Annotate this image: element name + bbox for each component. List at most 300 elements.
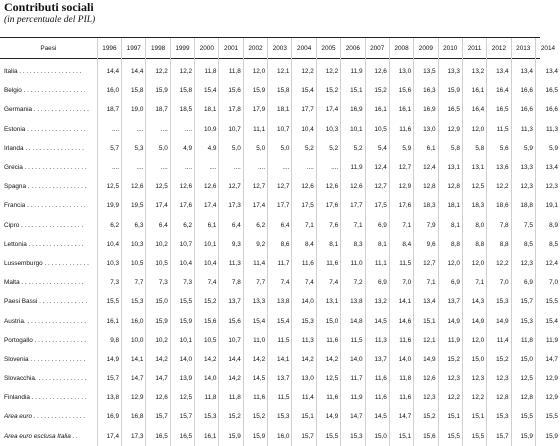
- table-cell: 12,7: [389, 158, 413, 177]
- table-cell: 12,3: [414, 388, 438, 407]
- table-cell: 8,1: [365, 235, 389, 254]
- table-cell: 12,6: [170, 177, 194, 196]
- table-cell: 14,9: [316, 407, 340, 426]
- table-cell: 13,6: [487, 158, 511, 177]
- table-cell: 15,3: [511, 311, 535, 330]
- table-cell: 12,1: [414, 331, 438, 350]
- table-cell: 16,4: [462, 100, 486, 119]
- table-cell: 14,5: [243, 369, 267, 388]
- table-cell: 7,1: [462, 273, 486, 292]
- table-cell: 15,0: [365, 427, 389, 446]
- table-cell: 10,7: [219, 120, 243, 139]
- table-cell: 15,0: [511, 350, 535, 369]
- table-cell: 17,7: [292, 100, 316, 119]
- table-cell: 14,9: [414, 350, 438, 369]
- table-cell: 12,6: [365, 58, 389, 81]
- table-row: [0, 388, 560, 407]
- table-cell: 6,9: [365, 216, 389, 235]
- table-cell: 7,7: [243, 273, 267, 292]
- table-header-row: [0, 38, 560, 58]
- table-cell: 14,6: [389, 311, 413, 330]
- table-cell: 11,7: [341, 369, 365, 388]
- table-cell: 16,4: [487, 81, 511, 100]
- row-label-country: Slovacchia. . . . . . . . . . . . . . .: [4, 375, 87, 383]
- row-label-country: Slovenia . . . . . . . . . . . . . . . .: [4, 355, 86, 363]
- table-cell: 16,1: [195, 427, 219, 446]
- table-cell: 19,0: [122, 100, 146, 119]
- table-cell: 5,0: [268, 139, 292, 158]
- table-cell: 14,1: [389, 292, 413, 311]
- table-cell: 18,1: [195, 100, 219, 119]
- table-row: [0, 254, 560, 273]
- table-cell: 8,8: [438, 235, 462, 254]
- table-cell: 4,9: [195, 139, 219, 158]
- table-cell: 12,0: [462, 120, 486, 139]
- table-cell: 4,9: [170, 139, 194, 158]
- table-cell: 8,4: [389, 235, 413, 254]
- table-cell: 15,6: [389, 81, 413, 100]
- table-cell: 14,7: [341, 407, 365, 426]
- table-cell: 11,6: [365, 369, 389, 388]
- table-cell: 11,9: [535, 331, 560, 350]
- table-cell: 15,1: [438, 407, 462, 426]
- table-row: [0, 407, 560, 426]
- table-cell: 7,5: [511, 216, 535, 235]
- table-cell: 15,4: [268, 311, 292, 330]
- table-cell: ....: [292, 158, 316, 177]
- table-cell: ....: [122, 158, 146, 177]
- table-body: [0, 58, 560, 446]
- table-cell: 13,1: [438, 158, 462, 177]
- table-cell: ....: [146, 158, 170, 177]
- table-cell: 12,2: [487, 177, 511, 196]
- table-row: [0, 273, 560, 292]
- table-cell: 11,3: [292, 331, 316, 350]
- table-cell: 5,9: [535, 139, 560, 158]
- table-cell: 15,3: [341, 427, 365, 446]
- table-cell: 7,7: [122, 273, 146, 292]
- table-cell: 12,9: [535, 369, 560, 388]
- table-cell: 8,8: [462, 235, 486, 254]
- table-cell: 11,6: [389, 120, 413, 139]
- row-label-country: Malta . . . . . . . . . . . . . . . . . .: [4, 279, 84, 287]
- column-header-year: 2001: [219, 38, 243, 58]
- table-cell: 16,1: [389, 100, 413, 119]
- table-cell: 12,2: [438, 388, 462, 407]
- table-cell: 17,6: [316, 196, 340, 215]
- table-cell: 18,3: [414, 196, 438, 215]
- row-label-country: Spagna . . . . . . . . . . . . . . . . .: [4, 183, 87, 191]
- row-label-country: Germania . . . . . . . . . . . . . . . .: [4, 106, 89, 114]
- column-header-year: 2003: [268, 38, 292, 58]
- table-cell: 15,4: [292, 81, 316, 100]
- table-cell: 7,2: [341, 273, 365, 292]
- table-cell: 13,3: [243, 292, 267, 311]
- table-cell: 12,0: [243, 58, 267, 81]
- table-cell: 8,4: [292, 235, 316, 254]
- table-cell: 8,1: [438, 216, 462, 235]
- table-cell: 12,6: [341, 177, 365, 196]
- row-label-country: Cipro . . . . . . . . . . . . . . . . . .: [4, 221, 84, 229]
- column-header-year: 2011: [462, 38, 486, 58]
- table-cell: 12,8: [511, 388, 535, 407]
- table-cell: 18,1: [438, 196, 462, 215]
- table-cell: 6,2: [170, 216, 194, 235]
- table-cell: 12,8: [414, 177, 438, 196]
- table-cell: 14,2: [195, 350, 219, 369]
- table-cell: 16,8: [122, 407, 146, 426]
- table-cell: 12,6: [414, 369, 438, 388]
- table-cell: 12,5: [462, 177, 486, 196]
- table-cell: 12,3: [511, 254, 535, 273]
- table-cell: 5,4: [365, 139, 389, 158]
- table-cell: 13,5: [414, 58, 438, 81]
- table-cell: 14,7: [389, 407, 413, 426]
- table-cell: 12,8: [487, 388, 511, 407]
- table-cell: 12,0: [462, 254, 486, 273]
- table-cell: ....: [243, 158, 267, 177]
- table-cell: 16,5: [535, 81, 560, 100]
- table-cell: 10,2: [146, 235, 170, 254]
- table-cell: 8,5: [511, 235, 535, 254]
- table-cell: 14,4: [122, 58, 146, 81]
- row-label-country: Austria. . . . . . . . . . . . . . . . . .: [4, 317, 87, 325]
- table-cell: 15,6: [195, 311, 219, 330]
- table-cell: 13,9: [170, 369, 194, 388]
- column-header-year: 2002: [243, 38, 267, 58]
- table-cell: 15,2: [316, 81, 340, 100]
- table-cell: 18,8: [511, 196, 535, 215]
- table-cell: 10,3: [316, 120, 340, 139]
- table-cell: 11,8: [389, 369, 413, 388]
- table-cell: 17,6: [389, 196, 413, 215]
- column-header-year: 1999: [170, 38, 194, 58]
- table-cell: 15,9: [243, 427, 267, 446]
- table-cell: 14,0: [341, 350, 365, 369]
- table-cell: 18,6: [487, 196, 511, 215]
- table-cell: ....: [97, 158, 121, 177]
- table-cell: 5,9: [511, 139, 535, 158]
- table-cell: 10,7: [219, 331, 243, 350]
- column-header-year: 2005: [316, 38, 340, 58]
- table-cell: 12,4: [414, 158, 438, 177]
- column-header-year: 2000: [195, 38, 219, 58]
- table-cell: 10,7: [170, 235, 194, 254]
- table-cell: 14,0: [170, 350, 194, 369]
- table-cell: 10,1: [170, 331, 194, 350]
- table-cell: 15,2: [438, 350, 462, 369]
- table-cell: 13,8: [268, 292, 292, 311]
- table-cell: 14,0: [292, 292, 316, 311]
- table-cell: 15,2: [219, 407, 243, 426]
- table-cell: 6,9: [365, 273, 389, 292]
- table-cell: 14,1: [122, 350, 146, 369]
- table-cell: 12,6: [122, 177, 146, 196]
- row-label-country: Lussemburgo . . . . . . . . . . . . .: [4, 259, 89, 267]
- table-cell: 11,5: [268, 388, 292, 407]
- table-cell: 6,3: [122, 216, 146, 235]
- table-cell: 17,9: [243, 100, 267, 119]
- table-row: [0, 139, 560, 158]
- table-cell: 15,9: [146, 81, 170, 100]
- table-cell: 12,0: [462, 331, 486, 350]
- table-cell: 16,5: [438, 100, 462, 119]
- table-cell: 7,6: [316, 216, 340, 235]
- table-cell: ....: [268, 158, 292, 177]
- table-cell: 13,4: [414, 292, 438, 311]
- column-header-year: 2009: [414, 38, 438, 58]
- table-cell: 11,6: [292, 254, 316, 273]
- table-cell: 14,2: [243, 350, 267, 369]
- table-cell: 5,2: [292, 139, 316, 158]
- table-cell: 5,3: [122, 139, 146, 158]
- column-header-year: 1998: [146, 38, 170, 58]
- table-cell: 12,4: [535, 254, 560, 273]
- column-header-year: 2006: [341, 38, 365, 58]
- table-cell: 12,1: [268, 58, 292, 81]
- column-header-year: 1996: [97, 38, 121, 58]
- table-cell: 11,1: [243, 120, 267, 139]
- table-row: [0, 58, 560, 81]
- table-cell: 15,0: [462, 350, 486, 369]
- table-cell: 12,6: [316, 177, 340, 196]
- table-cell: 17,4: [195, 196, 219, 215]
- table-cell: 7,4: [292, 273, 316, 292]
- table-cell: 15,8: [122, 81, 146, 100]
- table-cell: 15,1: [389, 427, 413, 446]
- table-cell: 11,6: [316, 388, 340, 407]
- table-cell: 14,9: [487, 311, 511, 330]
- table-cell: 12,2: [146, 58, 170, 81]
- table-cell: 16,9: [341, 100, 365, 119]
- table-cell: 19,9: [97, 196, 121, 215]
- table-cell: 14,2: [316, 350, 340, 369]
- table-cell: 11,6: [365, 388, 389, 407]
- table-cell: 12,3: [487, 369, 511, 388]
- table-cell: 7,3: [170, 273, 194, 292]
- table-cell: 12,0: [438, 254, 462, 273]
- table-cell: 12,2: [487, 254, 511, 273]
- table-cell: 15,9: [146, 311, 170, 330]
- table-cell: 15,2: [365, 81, 389, 100]
- table-cell: 15,5: [511, 407, 535, 426]
- table-cell: 18,7: [146, 100, 170, 119]
- table-cell: 15,9: [243, 81, 267, 100]
- table-cell: 10,3: [97, 254, 121, 273]
- table-cell: 14,2: [292, 350, 316, 369]
- table-cell: 7,1: [292, 216, 316, 235]
- column-header-year: 2010: [438, 38, 462, 58]
- table-cell: 11,8: [219, 58, 243, 81]
- table-cell: 14,3: [462, 292, 486, 311]
- table-cell: 15,7: [487, 427, 511, 446]
- table-cell: 13,0: [292, 369, 316, 388]
- table-cell: 16,6: [511, 81, 535, 100]
- column-header-year: 2013: [511, 38, 535, 58]
- table-row: [0, 369, 560, 388]
- table-cell: 8,1: [316, 235, 340, 254]
- table-cell: 12,6: [146, 388, 170, 407]
- table-cell: 11,3: [365, 331, 389, 350]
- table-cell: 15,2: [487, 350, 511, 369]
- table-cell: 14,2: [219, 369, 243, 388]
- table-cell: 17,5: [365, 196, 389, 215]
- table-cell: 11,5: [268, 331, 292, 350]
- table-cell: 10,1: [195, 235, 219, 254]
- table-cell: 8,9: [535, 216, 560, 235]
- table-cell: 11,9: [438, 331, 462, 350]
- table-cell: 11,8: [195, 388, 219, 407]
- table-cell: 16,1: [462, 81, 486, 100]
- table-cell: 9,6: [414, 235, 438, 254]
- table-cell: 15,5: [535, 407, 560, 426]
- table-cell: 6,9: [438, 273, 462, 292]
- table-cell: 5,6: [487, 139, 511, 158]
- table-cell: 12,2: [292, 58, 316, 81]
- table-cell: 8,6: [268, 235, 292, 254]
- table-cell: 5,8: [438, 139, 462, 158]
- column-header-year: 2008: [389, 38, 413, 58]
- table-cell: 14,1: [268, 350, 292, 369]
- table-cell: 15,9: [511, 427, 535, 446]
- table-cell: 15,5: [316, 427, 340, 446]
- table-cell: 12,7: [365, 177, 389, 196]
- table-cell: ....: [146, 120, 170, 139]
- table-cell: 15,8: [268, 81, 292, 100]
- table-cell: 13,2: [365, 292, 389, 311]
- table-row: [0, 81, 560, 100]
- table-cell: 11,9: [341, 388, 365, 407]
- row-label-country: Area euro . . . . . . . . . . . . . . .: [4, 413, 86, 421]
- table-cell: 16,5: [487, 100, 511, 119]
- table-row: [0, 427, 560, 446]
- table-cell: 15,3: [195, 407, 219, 426]
- table-cell: 11,6: [389, 388, 413, 407]
- row-label-country: Grecia . . . . . . . . . . . . . . . . . .: [4, 164, 87, 172]
- table-cell: 12,7: [243, 177, 267, 196]
- table-cell: 11,8: [219, 388, 243, 407]
- row-label-country: Irlanda . . . . . . . . . . . . . . . . .: [4, 144, 84, 152]
- table-cell: 15,4: [195, 81, 219, 100]
- table-cell: 16,6: [535, 100, 560, 119]
- table-cell: ....: [195, 158, 219, 177]
- table-cell: 12,4: [365, 158, 389, 177]
- table-cell: 15,3: [122, 292, 146, 311]
- table-cell: 10,3: [122, 235, 146, 254]
- table-cell: 15,9: [219, 427, 243, 446]
- row-label-country: Italia . . . . . . . . . . . . . . . . . .: [4, 68, 82, 76]
- table-cell: 13,8: [341, 292, 365, 311]
- table-cell: 7,3: [97, 273, 121, 292]
- table-cell: 12,6: [195, 177, 219, 196]
- table-cell: 15,3: [268, 407, 292, 426]
- table-cell: 5,2: [316, 139, 340, 158]
- column-header-year: 2012: [487, 38, 511, 58]
- table-cell: 10,0: [122, 331, 146, 350]
- table-row: [0, 311, 560, 330]
- table-cell: 11,0: [341, 254, 365, 273]
- table-cell: 16,5: [170, 427, 194, 446]
- table-cell: ....: [170, 120, 194, 139]
- table-cell: 15,1: [292, 407, 316, 426]
- table-cell: 15,3: [487, 292, 511, 311]
- table-cell: 15,1: [341, 81, 365, 100]
- table-cell: 17,4: [316, 100, 340, 119]
- table-cell: 15,7: [511, 292, 535, 311]
- table-cell: 9,8: [97, 331, 121, 350]
- table-cell: 11,9: [341, 158, 365, 177]
- table-cell: 8,5: [535, 235, 560, 254]
- table-cell: 8,8: [487, 235, 511, 254]
- table-cell: 12,2: [316, 58, 340, 81]
- table-cell: 11,5: [341, 331, 365, 350]
- table-cell: 14,2: [146, 350, 170, 369]
- column-header-year: 2007: [365, 38, 389, 58]
- table-cell: 15,0: [146, 292, 170, 311]
- table-cell: 17,6: [170, 196, 194, 215]
- table-cell: 10,5: [195, 331, 219, 350]
- table-cell: 11,4: [487, 331, 511, 350]
- table-cell: 12,8: [438, 177, 462, 196]
- table-cell: 10,5: [365, 120, 389, 139]
- column-header-year: 2004: [292, 38, 316, 58]
- table-cell: 12,9: [389, 177, 413, 196]
- table-cell: 13,4: [511, 58, 535, 81]
- table-cell: 14,9: [438, 311, 462, 330]
- table-cell: 7,9: [414, 216, 438, 235]
- table-cell: 15,2: [243, 407, 267, 426]
- table-cell: 7,0: [535, 273, 560, 292]
- table-cell: 14,7: [146, 369, 170, 388]
- table-cell: 15,4: [535, 311, 560, 330]
- table-cell: 9,2: [243, 235, 267, 254]
- table-cell: 5,7: [97, 139, 121, 158]
- table-cell: 12,2: [462, 388, 486, 407]
- column-header-year: 2014: [535, 38, 560, 58]
- table-cell: 15,6: [219, 81, 243, 100]
- table-cell: 17,3: [219, 196, 243, 215]
- table-cell: 15,9: [535, 427, 560, 446]
- table-cell: 18,3: [462, 196, 486, 215]
- table-cell: 13,2: [462, 58, 486, 81]
- table-cell: 17,4: [243, 196, 267, 215]
- table-row: [0, 292, 560, 311]
- table-cell: 11,8: [195, 58, 219, 81]
- table-cell: 17,5: [292, 196, 316, 215]
- table-cell: 16,1: [97, 311, 121, 330]
- table-cell: 11,5: [487, 120, 511, 139]
- table-cell: 12,5: [511, 369, 535, 388]
- table-cell: 12,7: [268, 177, 292, 196]
- table-cell: 13,0: [414, 120, 438, 139]
- table-cell: 11,4: [292, 388, 316, 407]
- table-cell: 9,3: [219, 235, 243, 254]
- table-cell: 10,4: [195, 254, 219, 273]
- table-cell: 12,9: [438, 120, 462, 139]
- table-cell: 15,5: [462, 427, 486, 446]
- table-cell: 12,9: [535, 388, 560, 407]
- table-cell: 11,6: [316, 254, 340, 273]
- table-cell: 11,0: [243, 331, 267, 350]
- table-cell: 15,5: [535, 292, 560, 311]
- table-cell: 14,0: [195, 369, 219, 388]
- table-cell: 10,1: [341, 120, 365, 139]
- table-cell: 11,8: [511, 331, 535, 350]
- table-cell: 11,1: [365, 254, 389, 273]
- table-cell: 15,9: [170, 311, 194, 330]
- table-cell: 7,1: [341, 216, 365, 235]
- table-cell: 5,9: [389, 139, 413, 158]
